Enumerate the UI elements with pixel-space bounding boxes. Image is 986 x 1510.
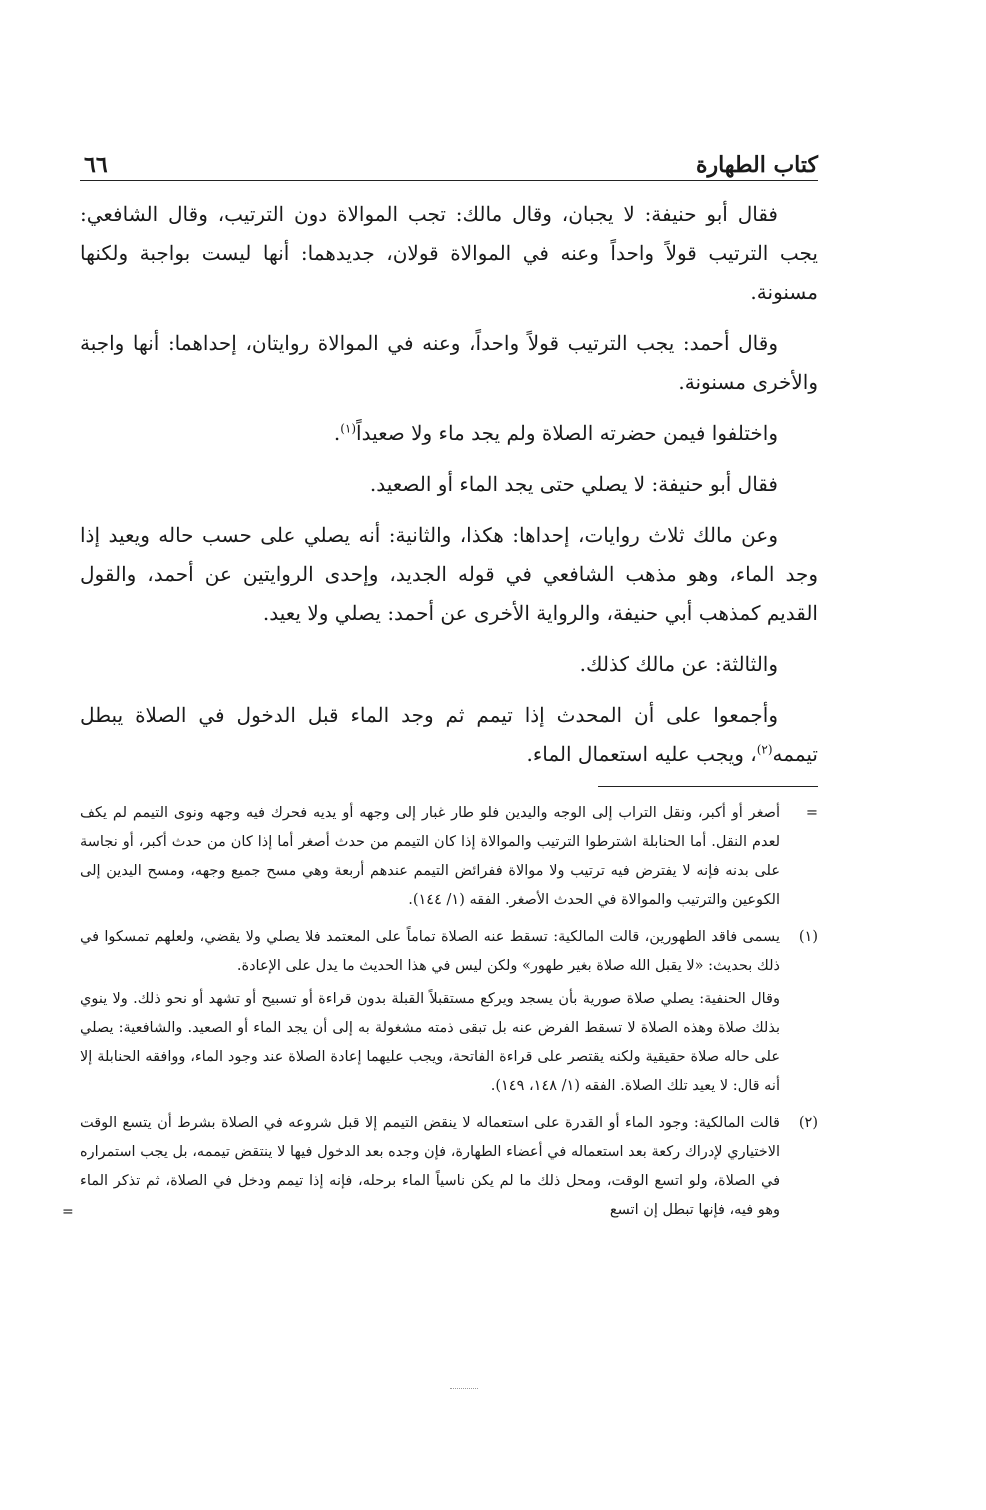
footnote-1-part-b: وقال الحنفية: يصلي صلاة صورية بأن يسجد ويركع مستقبلاً القبلة بدون قراءة أو تسبيح أو تشهد أو نحو ذلك. ولا ينوي بذلك صلاة وهذه الصلاة لا تسقط الفرض عنه بل تبقى ذمته مشغولة به إلى أن يجد الماء أو الصعيد. والشافعية: يصلي على حاله صلاة حقيقية ولكنه يقتصر على قراءة الفاتحة، ويجب عليهما إعادة الصلاة عند وجود الماء، ووافقه الحنابلة إلا أنه قال: لا يعيد تلك الصلاة. الفقه (١/ ١٤٨، ١٤٩). [80, 991, 780, 1094]
continuation-mark: = [805, 805, 818, 821]
paragraph-7 [80, 696, 818, 774]
page-number: ٦٦ [84, 152, 108, 178]
paragraph-3 [80, 414, 818, 453]
footnote-separator [598, 786, 818, 787]
paragraph-7-end: ، ويجب عليه استعمال الماء. [526, 742, 757, 766]
footnote-2 [62, 1109, 818, 1229]
paragraph-4: فقال أبو حنيفة: لا يصلي حتى يجد الماء أو الصعيد. [369, 472, 778, 496]
main-text [80, 195, 818, 774]
footnote-ref-1: (١) [340, 421, 357, 436]
paragraph-3-end: . [333, 421, 341, 445]
footnotes [62, 799, 818, 1229]
paragraph-3-text: واختلفوا فيمن حضرته الصلاة ولم يجد ماء ولا صعيداً [356, 421, 778, 445]
footnote-2-text: قالت المالكية: وجود الماء أو القدرة على استعماله لا ينقض التيمم إلا قبل شروعه في الصلاة بشرط أن يتسع الوقت الاختياري لإدراك ركعة بعد استعماله في أعضاء الطهارة، فإن وجده بعد الدخول فيها لا ينتقض تيممه، بل يجب استمراره في الصلاة، ولو اتسع الوقت، ومحل ذلك ما لم يكن ناسياً الماء برحله، فإنه إذا تيمم ودخل في الصلاة، ثم تذكر الماء وهو فيه، فإنها تبطل إن اتسع [80, 1115, 780, 1218]
footnote-1 [80, 923, 818, 1105]
paragraph-1: فقال أبو حنيفة: لا يجبان، وقال مالك: تجب الموالاة دون الترتيب، وقال الشافعي: يجب الترتيب قولاً واحداً وعنه في الموالاة قولان، جديدهما: أنها ليست بواجبة ولكنها مسنونة. [80, 202, 818, 304]
footnote-1-mark: (١) [798, 929, 818, 945]
book-page [62, 140, 818, 1233]
book-title: كتاب الطهارة [695, 152, 818, 178]
paragraph-5: وعن مالك ثلاث روايات، إحداها: هكذا، والثانية: أنه يصلي على حسب حاله ويعيد إذا وجد الماء، وهو مذهب الشافعي في قوله الجديد، وإحدى الروايتين عن أحمد، والقول القديم كمذهب أبي حنيفة، والرواية الأخرى عن أحمد: يصلي ولا يعيد. [80, 523, 818, 625]
page-bottom-mark [450, 1388, 478, 1389]
paragraph-6: والثالثة: عن مالك كذلك. [579, 652, 778, 676]
page-header [80, 140, 818, 181]
footnote-ref-2: (٢) [756, 742, 773, 757]
continuation-text: أصغر أو أكبر، ونقل التراب إلى الوجه واليدين فلو طار غبار إلى وجهه أو يديه فحرك فيه وجهه ونوى التيمم لم يكف لعدم النقل. أما الحنابلة اشترطوا الترتيب والموالاة إذا كان التيمم من حدث أصغر أما إذا كان من حدث أكبر، أو نجاسة على بدنه فإنه لا يفترض فيه ترتيب ولا موالاة ففرائض التيمم عندهم أربعة وهي مسح جميع وجهه، ومسح اليدين إلى الكوعين والترتيب والموالاة في الحدث الأصغر. الفقه (١/ ١٤٤). [80, 805, 780, 908]
footnote-2-continuation-mark: = [62, 1204, 74, 1220]
paragraph-7-text: وأجمعوا على أن المحدث إذا تيمم ثم وجد الماء قبل الدخول في الصلاة يبطل تيممه [80, 703, 818, 766]
footnote-continuation [80, 799, 818, 919]
footnote-1-part-a: يسمى فاقد الطهورين، قالت المالكية: تسقط عنه الصلاة تماماً على المعتمد فلا يصلي ولا يقضي، ولعلهم تمسكوا في ذلك بحديث: «لا يقبل الله صلاة بغير طهور» ولكن ليس في هذا الحديث ما يدل على الإعادة. [80, 929, 780, 974]
footnote-2-mark: (٢) [798, 1115, 818, 1131]
paragraph-2: وقال أحمد: يجب الترتيب قولاً واحداً، وعنه في الموالاة روايتان، إحداهما: أنها واجبة والأخرى مسنونة. [80, 331, 818, 394]
